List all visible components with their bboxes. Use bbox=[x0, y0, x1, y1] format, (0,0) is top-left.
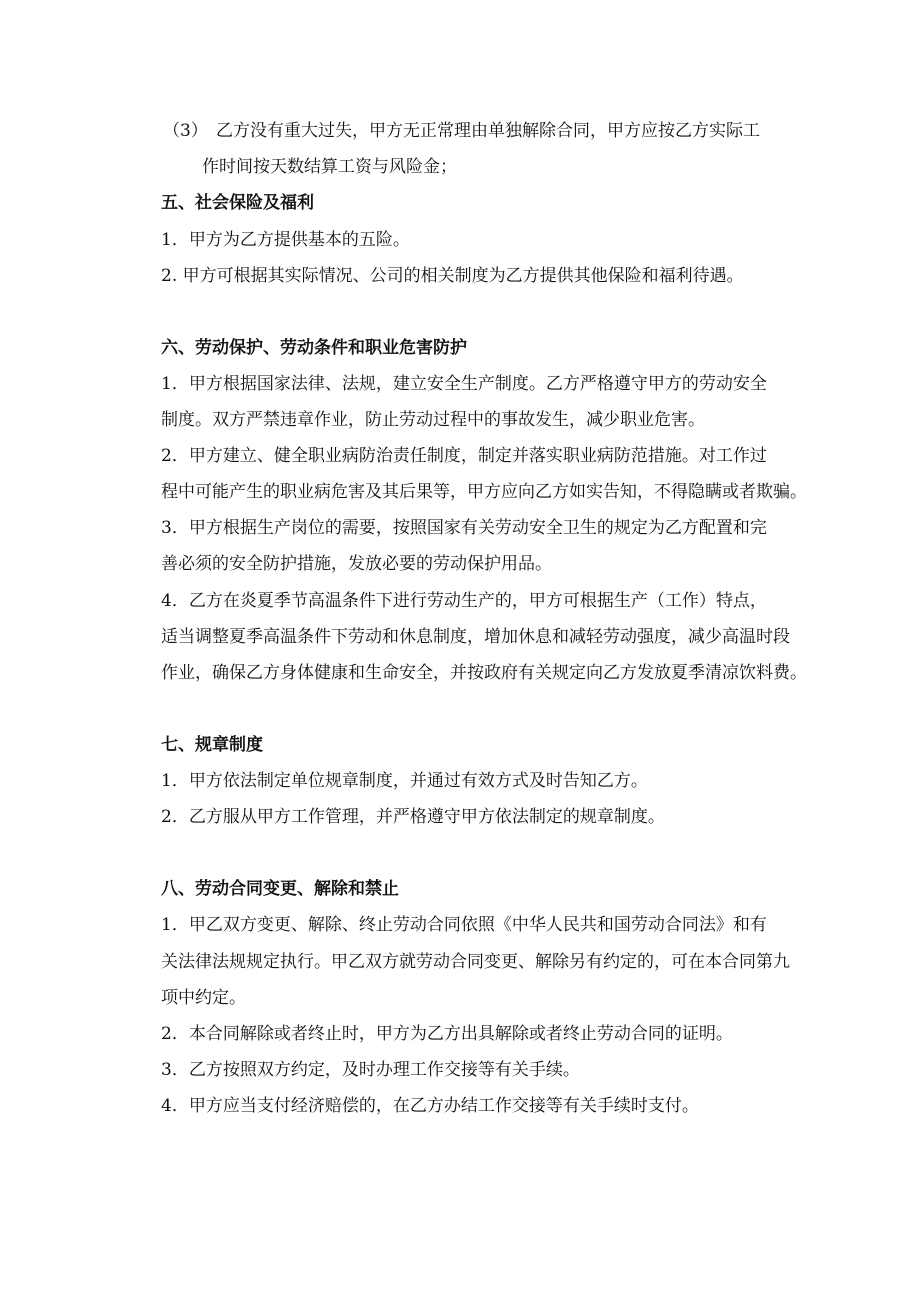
item-3-line-2: 作时间按天数结算工资与风险金； bbox=[202, 157, 457, 177]
section-7-heading: 七、规章制度 bbox=[161, 735, 263, 755]
item-3-line-1: 乙方没有重大过失，甲方无正常理由单独解除合同，甲方应按乙方实际工 bbox=[216, 121, 760, 141]
section-7-para-1: 1．甲方依法制定单位规章制度，并通过有效方式及时告知乙方。 bbox=[161, 771, 648, 791]
section-8-para-2: 2．本合同解除或者终止时，甲方为乙方出具解除或者终止劳动合同的证明。 bbox=[161, 1024, 733, 1044]
section-6-para-2-line-2: 程中可能产生的职业病危害及其后果等，甲方应向乙方如实告知，不得隐瞒或者欺骗。 bbox=[161, 482, 807, 502]
section-8-para-4: 4．甲方应当支付经济赔偿的，在乙方办结工作交接等有关手续时支付。 bbox=[161, 1096, 699, 1116]
section-8-heading: 八、劳动合同变更、解除和禁止 bbox=[161, 879, 399, 899]
section-6-para-1-line-2: 制度。双方严禁违章作业，防止劳动过程中的事故发生，减少职业危害。 bbox=[161, 410, 705, 430]
section-6-para-4-line-1: 4．乙方在炎夏季节高温条件下进行劳动生产的，甲方可根据生产（工作）特点， bbox=[161, 591, 767, 611]
section-5-heading: 五、社会保险及福利 bbox=[161, 193, 314, 213]
section-8-para-3: 3．乙方按照双方约定，及时办理工作交接等有关手续。 bbox=[161, 1060, 580, 1080]
section-6-para-4-line-3: 作业，确保乙方身体健康和生命安全，并按政府有关规定向乙方发放夏季清凉饮料费。 bbox=[161, 663, 807, 683]
section-7-para-2: 2．乙方服从甲方工作管理，并严格遵守甲方依法制定的规章制度。 bbox=[161, 807, 665, 827]
item-3-number: （3） bbox=[163, 121, 208, 141]
section-6-para-4-line-2: 适当调整夏季高温条件下劳动和休息制度，增加休息和减轻劳动强度，减少高温时段 bbox=[161, 627, 790, 647]
section-6-para-2-line-1: 2．甲方建立、健全职业病防治责任制度，制定并落实职业病防范措施。对工作过 bbox=[161, 446, 767, 466]
section-8-para-1-line-3: 项中约定。 bbox=[161, 988, 246, 1008]
section-5-para-1: 1．甲方为乙方提供基本的五险。 bbox=[161, 230, 410, 250]
section-8-para-1-line-1: 1．甲乙双方变更、解除、终止劳动合同依照《中华人民共和国劳动合同法》和有 bbox=[161, 915, 767, 935]
section-6-para-3-line-1: 3．甲方根据生产岗位的需要，按照国家有关劳动安全卫生的规定为乙方配置和完 bbox=[161, 518, 767, 538]
section-6-para-1-line-1: 1．甲方根据国家法律、法规，建立安全生产制度。乙方严格遵守甲方的劳动安全 bbox=[161, 374, 767, 394]
section-5-para-2: 2. 甲方可根据其实际情况、公司的相关制度为乙方提供其他保险和福利待遇。 bbox=[161, 266, 744, 286]
section-6-heading: 六、劳动保护、劳动条件和职业危害防护 bbox=[161, 338, 467, 358]
section-6-para-3-line-2: 善必须的安全防护措施，发放必要的劳动保护用品。 bbox=[161, 554, 552, 574]
section-8-para-1-line-2: 关法律法规规定执行。甲乙双方就劳动合同变更、解除另有约定的，可在本合同第九 bbox=[161, 952, 790, 972]
